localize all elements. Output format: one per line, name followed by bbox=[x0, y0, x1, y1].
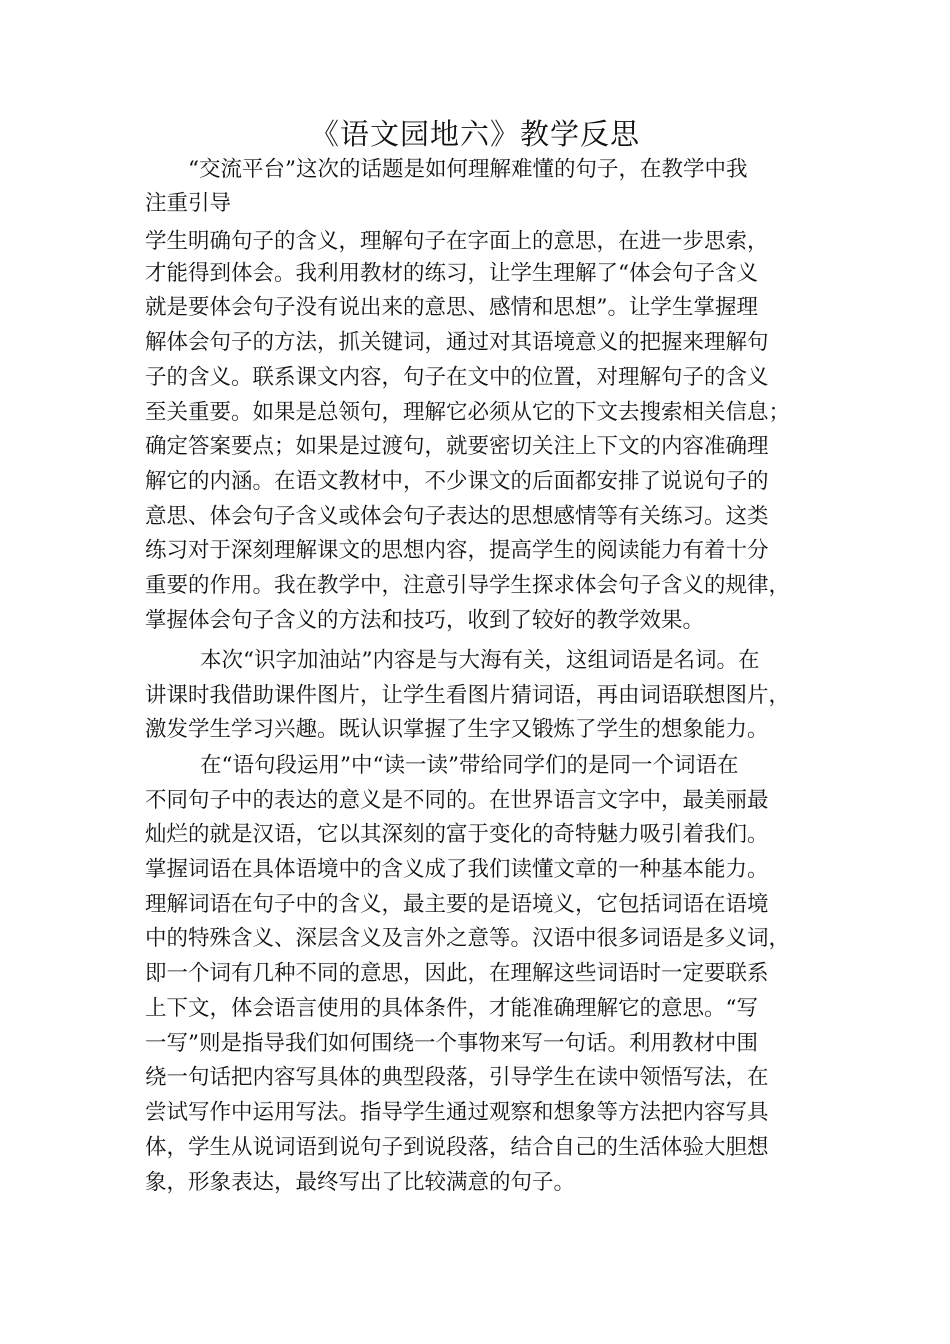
text-line: 意思、体会句子含义或体会句子表达的思想感情等有关练习。这类 bbox=[145, 504, 769, 529]
text-line: 绕一句话把内容写具体的典型段落，引导学生在读中领悟写法，在 bbox=[145, 1065, 769, 1090]
text-line: 解体会句子的方法，抓关键词，通过对其语境意义的把握来理解句 bbox=[145, 330, 769, 355]
text-line: 重要的作用。我在教学中，注意引导学生探求体会句子含义的规律， bbox=[145, 573, 791, 598]
text-line: 讲课时我借助课件图片，让学生看图片猜词语，再由词语联想图片， bbox=[145, 683, 791, 708]
text-line: 激发学生学习兴趣。既认识掌握了生字又锻炼了学生的想象能力。 bbox=[145, 717, 769, 742]
text-line: “交流平台”这次的话题是如何理解难懂的句子，在教学中我 bbox=[188, 157, 748, 182]
text-line: 尝试写作中运用写法。指导学生通过观察和想象等方法把内容写具 bbox=[145, 1100, 769, 1125]
text-line: 不同句子中的表达的意义是不同的。在世界语言文字中，最美丽最 bbox=[145, 788, 769, 813]
text-line: 一写”则是指导我们如何围绕一个事物来写一句话。利用教材中围 bbox=[145, 1031, 758, 1056]
text-line: 掌握体会句子含义的方法和技巧，收到了较好的教学效果。 bbox=[145, 608, 705, 633]
text-line: 就是要体会句子没有说出来的意思、感情和思想”。让学生掌握理 bbox=[145, 295, 758, 320]
text-line: 理解词语在句子中的含义，最主要的是语境义，它包括词语在语境 bbox=[145, 892, 769, 917]
text-line: 子的含义。联系课文内容，句子在文中的位置，对理解句子的含义 bbox=[145, 365, 769, 390]
text-line: 灿烂的就是汉语，它以其深刻的富于变化的奇特魅力吸引着我们。 bbox=[145, 822, 769, 847]
text-line: 上下文，体会语言使用的具体条件，才能准确理解它的意思。“写 bbox=[145, 996, 758, 1021]
text-line: 至关重要。如果是总领句，理解它必须从它的下文去搜索相关信息； bbox=[145, 400, 791, 425]
text-line: 解它的内涵。在语文教材中，不少课文的后面都安排了说说句子的 bbox=[145, 469, 769, 494]
text-line: 掌握词语在具体语境中的含义成了我们读懂文章的一种基本能力。 bbox=[145, 857, 769, 882]
text-line: 确定答案要点；如果是过渡句，就要密切关注上下文的内容准确理 bbox=[145, 434, 769, 459]
text-line: 体，学生从说词语到说句子到说段落，结合自己的生活体验大胆想 bbox=[145, 1135, 769, 1160]
text-line: 即一个词有几种不同的意思，因此，在理解这些词语时一定要联系 bbox=[145, 961, 769, 986]
text-line: 练习对于深刻理解课文的思想内容，提高学生的阅读能力有着十分 bbox=[145, 538, 769, 563]
text-line: 在“语句段运用”中“读一读”带给同学们的是同一个词语在 bbox=[200, 753, 739, 778]
text-line: 本次“识字加油站”内容是与大海有关，这组词语是名词。在 bbox=[200, 648, 760, 673]
text-line: 象，形象表达，最终写出了比较满意的句子。 bbox=[145, 1170, 576, 1195]
text-line: 学生明确句子的含义，理解句子在字面上的意思，在进一步思索， bbox=[145, 229, 769, 254]
text-line: 注重引导 bbox=[145, 191, 232, 216]
page-title: 《语文园地六》教学反思 bbox=[309, 117, 640, 151]
text-line: 才能得到体会。我利用教材的练习，让学生理解了“体会句子含义 bbox=[145, 261, 758, 286]
text-line: 中的特殊含义、深层含义及言外之意等。汉语中很多词语是多义词， bbox=[145, 926, 791, 951]
